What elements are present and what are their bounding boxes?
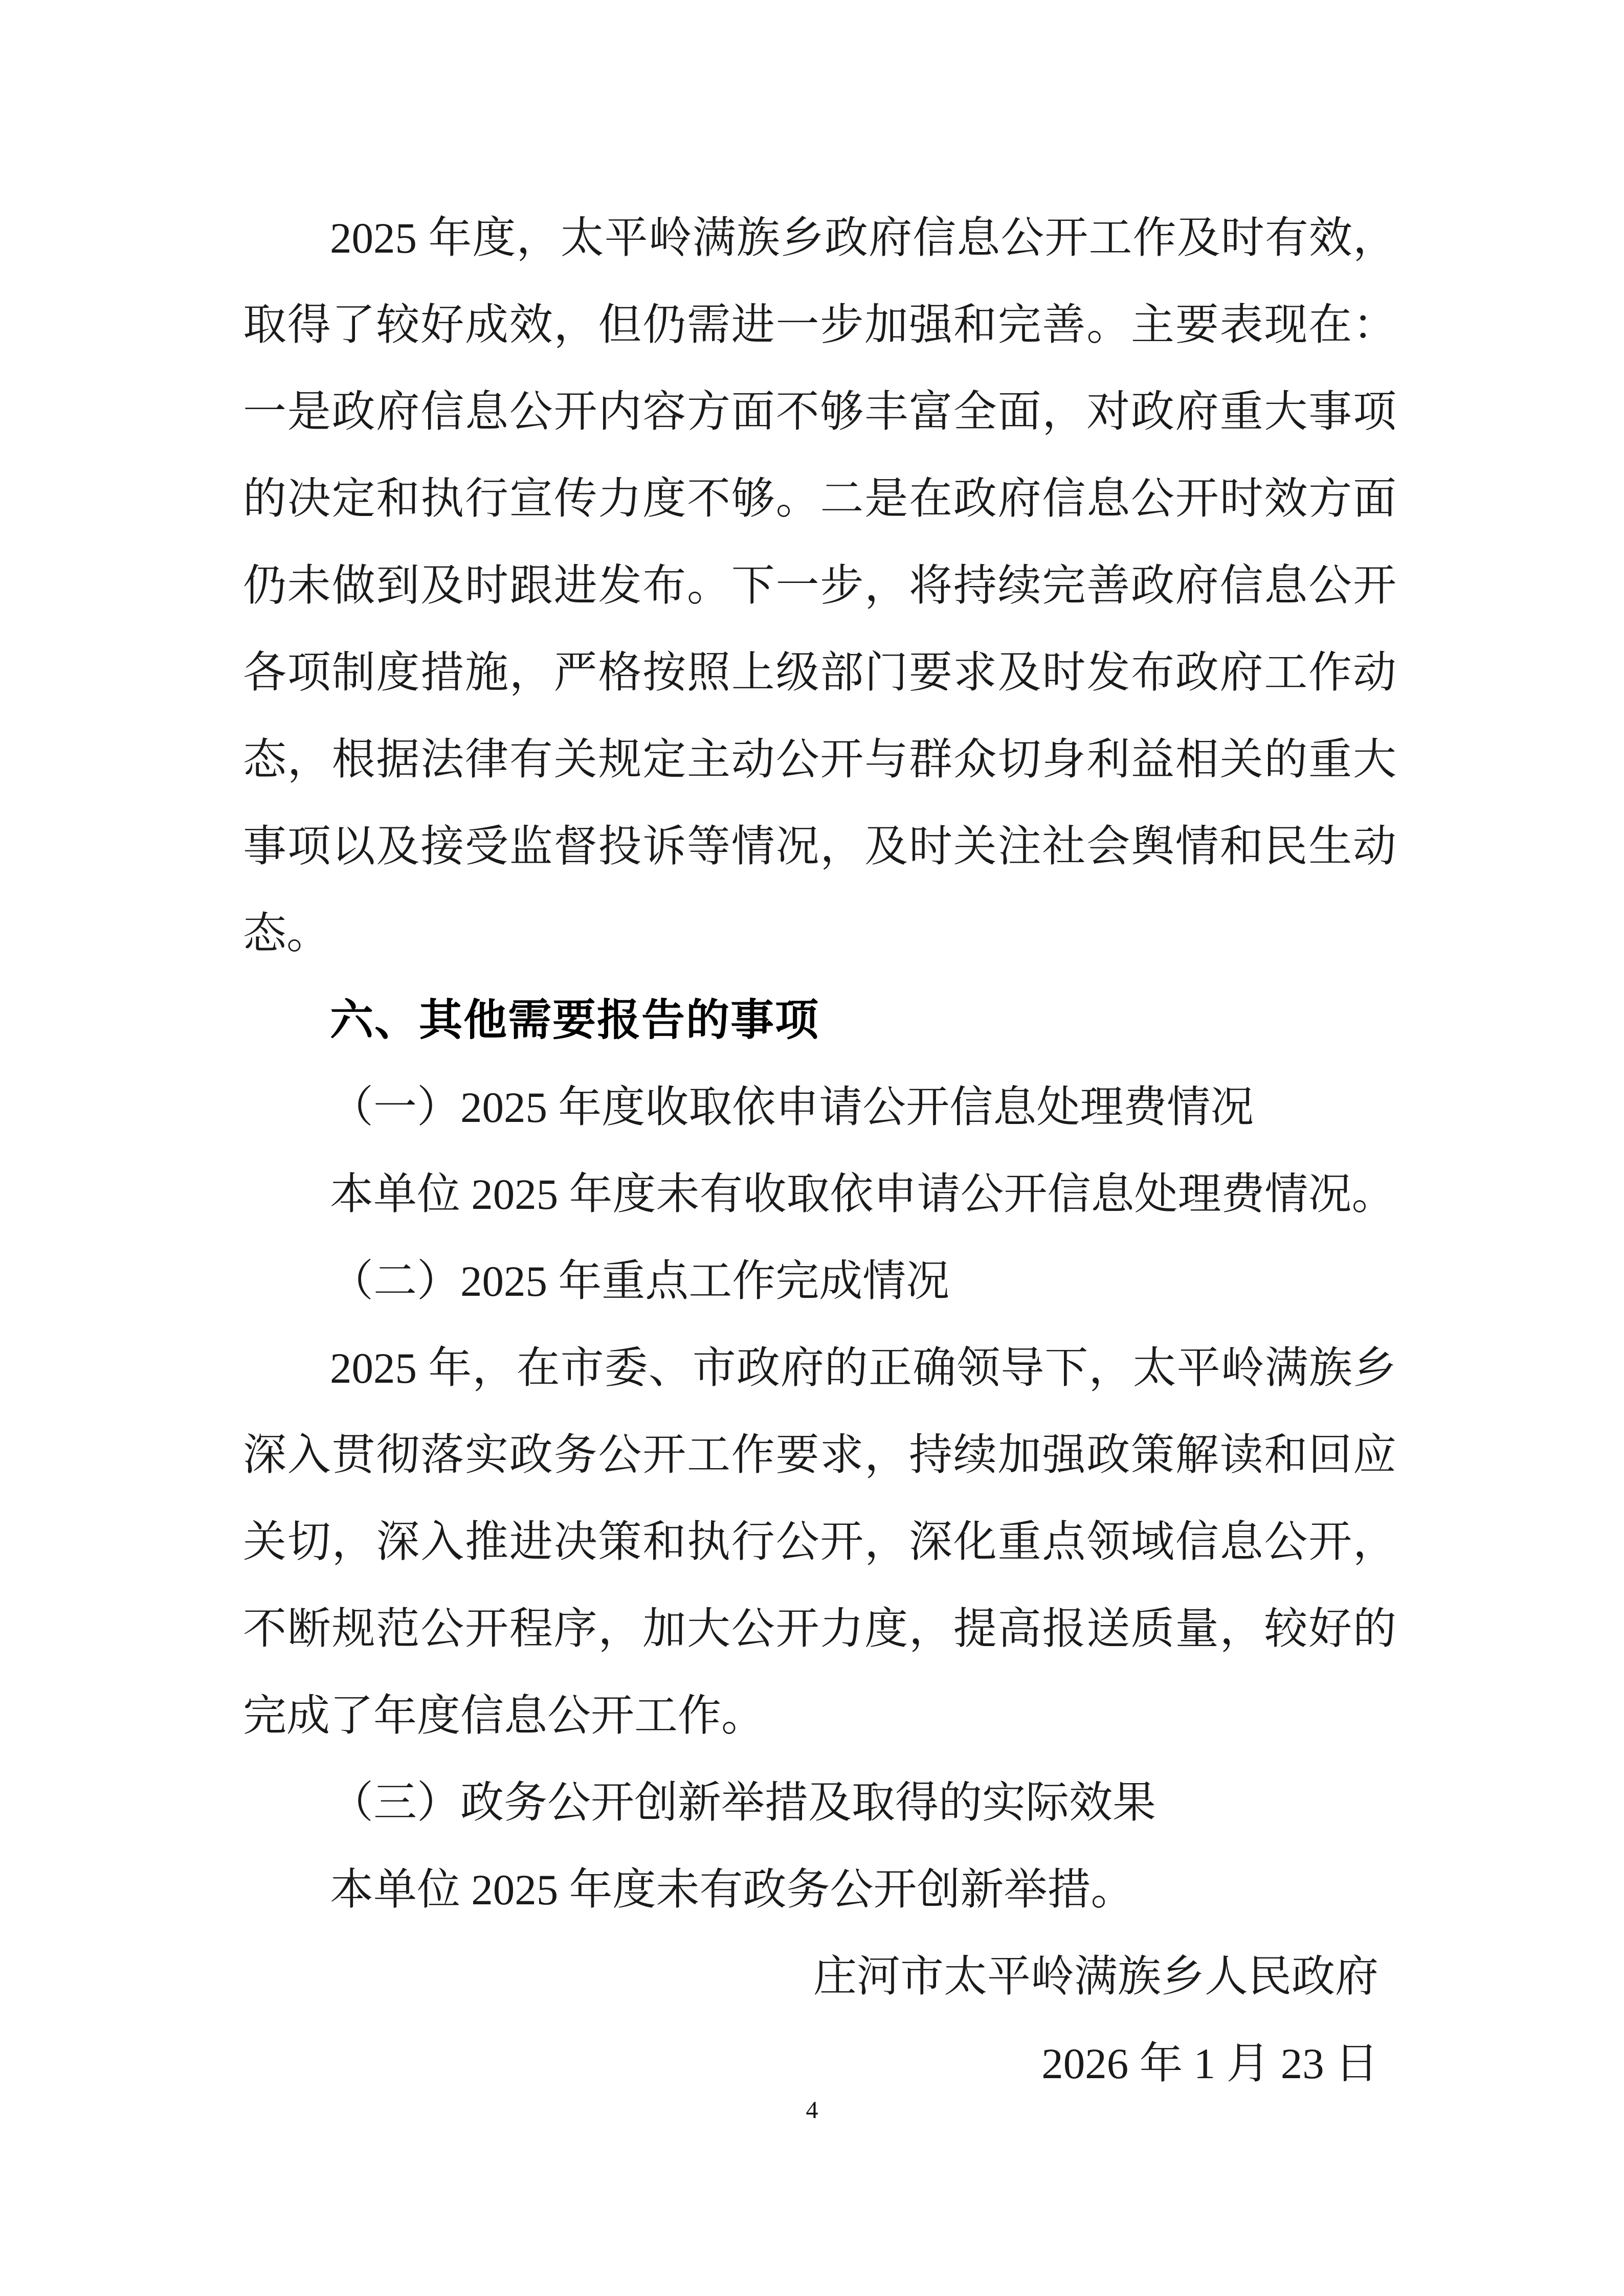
page-number: 4 xyxy=(806,2097,818,2124)
text-line: 不断规范公开程序，加大公开力度，提高报送质量，较好的 xyxy=(243,1605,1396,1653)
text-line: 完成了年度信息公开工作。 xyxy=(243,1692,765,1740)
subsection-2-title: （二）2025 年重点工作完成情况 xyxy=(330,1257,950,1305)
date-line: 2026 年 1 月 23 日 xyxy=(1041,2040,1378,2088)
text-line: 仍未做到及时跟进发布。下一步，将持续完善政府信息公开 xyxy=(243,562,1396,610)
text-line: 取得了较好成效，但仍需进一步加强和完善。主要表现在： xyxy=(243,301,1396,349)
subsection-1-body: 本单位 2025 年度未有收取依申请公开信息处理费情况。 xyxy=(330,1170,1395,1219)
text-line: 态。 xyxy=(243,910,330,958)
text-line: 事项以及接受监督投诉等情况，及时关注社会舆情和民生动 xyxy=(243,823,1396,871)
text-line: 的决定和执行宣传力度不够。二是在政府信息公开时效方面 xyxy=(243,475,1396,523)
text-line: 关切，深入推进决策和执行公开，深化重点领域信息公开， xyxy=(243,1518,1396,1566)
text-line: 一是政府信息公开内容方面不够丰富全面，对政府重大事项 xyxy=(243,388,1396,436)
text-line: 态，根据法律有关规定主动公开与群众切身利益相关的重大 xyxy=(243,736,1396,784)
text-line: 深入贯彻落实政务公开工作要求，持续加强政策解读和回应 xyxy=(243,1431,1396,1479)
text-line: 2025 年，在市委、市政府的正确领导下，太平岭满族乡 xyxy=(330,1344,1396,1392)
section-heading: 六、其他需要报告的事项 xyxy=(330,996,820,1045)
subsection-1-title: （一）2025 年度收取依申请公开信息处理费情况 xyxy=(330,1084,1254,1132)
para-opening-line: 2025 年度，太平岭满族乡政府信息公开工作及时有效， xyxy=(330,214,1396,262)
subsection-3-title: （三）政务公开创新举措及取得的实际效果 xyxy=(330,1779,1156,1827)
text-line: 各项制度措施，严格按照上级部门要求及时发布政府工作动 xyxy=(243,649,1396,697)
subsection-3-body: 本单位 2025 年度未有政务公开创新举措。 xyxy=(330,1866,1134,1914)
document-content xyxy=(243,195,1396,2107)
signature-line: 庄河市太平岭满族乡人民政府 xyxy=(813,1953,1378,2001)
